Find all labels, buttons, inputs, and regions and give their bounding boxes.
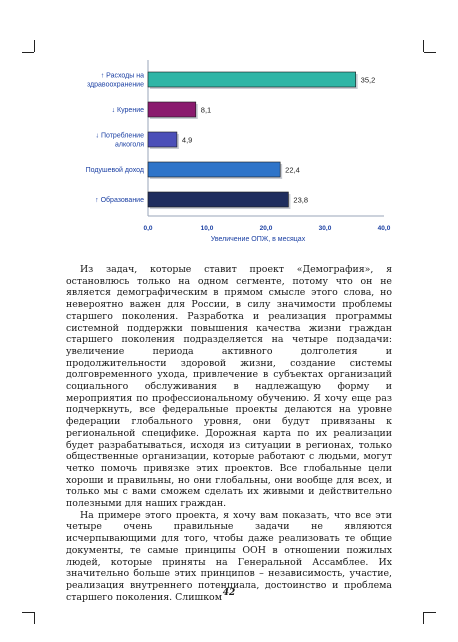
body-text xyxy=(66,264,392,603)
bar xyxy=(148,132,177,147)
bar xyxy=(148,72,356,87)
bar-chart xyxy=(0,0,458,260)
category-label: Подушевой доход xyxy=(85,167,144,174)
value-label: 22,4 xyxy=(285,165,300,175)
page-number: 42 xyxy=(222,588,236,598)
x-tick-label: 0,0 xyxy=(143,225,153,232)
crop-mark xyxy=(34,612,35,624)
category-label: ↑ Образование xyxy=(95,197,144,204)
paragraph: Из задач, которые ставит проект «Демография», я остановлюсь только на одном сегменте, потому что он не является демографическим в прямом смысле этого слова, но невероятно важен для России, в силу значимости проблемы старшего поколения. Разработка и реализация программы системной поддержки повышения качества жизни граждан старшего поколения подразделяется на четыре подзадачи: увеличение периода активного долголетия и продолжительности здоровой жизни, создание системы долговременного ухода, привлечение в субъектах организаций социального обслуживания в надлежащую форму и мероприятия по профессиональному обучению. Я хочу еще раз подчеркнуть, все федеральные проекты делаются на уровне федерации глобального уровня, они будут привязаны к региональной специфике. Дорожная карта по их реализации будет разрабатываться, исходя из ситуации в регионах, только общественные организации, которые работают с людьми, могут четко помочь привязке этих проектов. Все глобальные цели хороши и правильны, но они глобальны, они вообще для всех, и только мы с вами сможем сделать их живыми и действительно полезными для наших граждан. xyxy=(66,264,392,510)
x-axis-title: Увеличение ОПЖ, в месяцах xyxy=(210,236,306,243)
category-label: ↓ Курение xyxy=(111,107,144,114)
bar xyxy=(148,162,280,177)
value-label: 8,1 xyxy=(200,105,212,115)
x-tick-label: 30,0 xyxy=(318,225,332,232)
crop-mark xyxy=(22,612,34,613)
value-label: 23,8 xyxy=(293,195,309,205)
value-label: 4,9 xyxy=(181,135,193,145)
category-label: ↑ Расходы на здравоохранение xyxy=(87,72,144,89)
crop-mark xyxy=(423,612,424,624)
bar xyxy=(148,192,288,207)
x-tick-label: 40,0 xyxy=(377,225,391,232)
crop-mark xyxy=(424,612,436,613)
bar xyxy=(148,102,196,117)
category-label: ↓ Потребление алкоголя xyxy=(95,132,144,149)
x-tick-label: 10,0 xyxy=(200,225,214,232)
value-label: 35,2 xyxy=(360,75,376,85)
x-tick-label: 20,0 xyxy=(259,225,273,232)
paragraph: На примере этого проекта, я хочу вам показать, что все эти четыре очень правильные задачи не являются исчерпывающими для того, чтобы даже реализовать те общие документы, те самые принципы ООН в отношении пожилых людей, которые приняты на Генеральной Ассамблее. Их значительно больше этих принципов – независимость, участие, реализация внутреннего потенциала, достоинство и проблема старшего поколения. Слишком xyxy=(66,509,392,603)
